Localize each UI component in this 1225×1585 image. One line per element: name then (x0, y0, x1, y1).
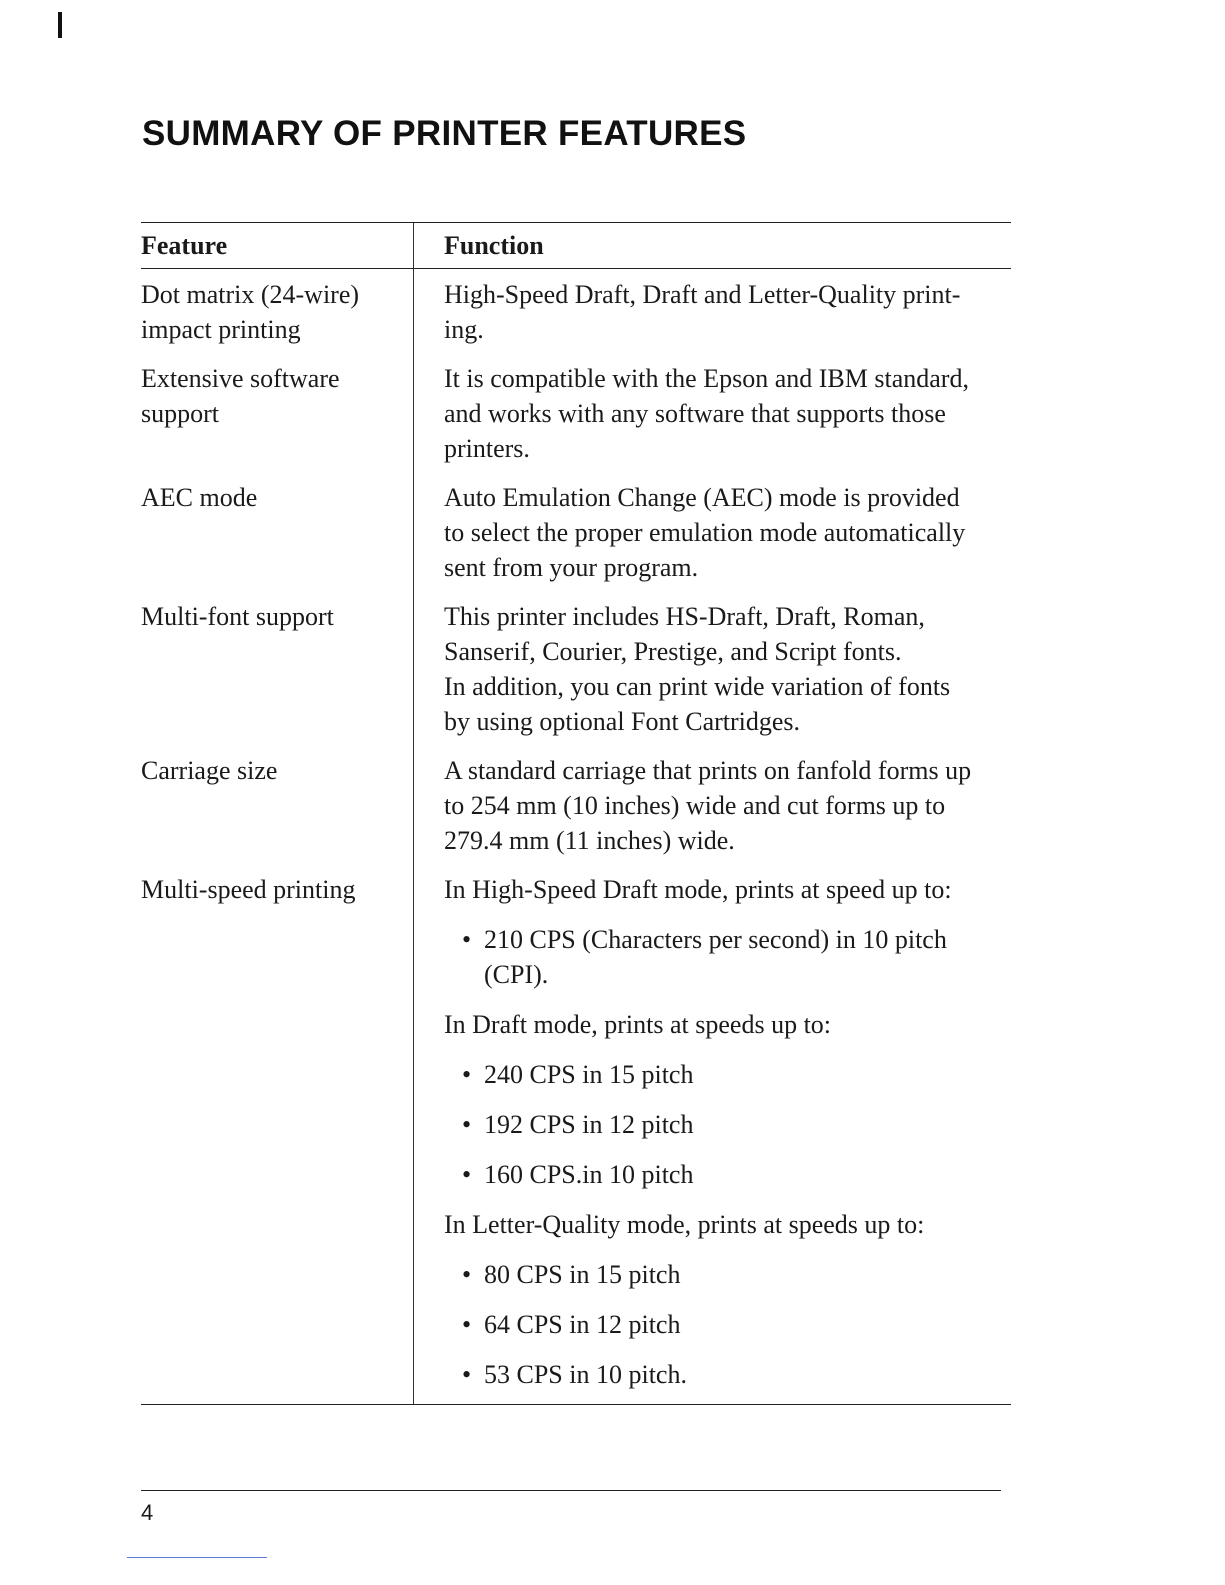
feature-column-header: Feature (141, 230, 228, 260)
function-cell-multi-speed (444, 872, 1011, 1392)
bullet-item (444, 1257, 1011, 1292)
function-column (413, 269, 1011, 1404)
bullet-text: (CPI). (484, 960, 549, 989)
feature-line: Extensive software (141, 364, 340, 393)
feature-column (141, 269, 413, 1404)
function-cell-aec (444, 480, 1011, 599)
feature-cell-aec (141, 480, 413, 599)
bullet-item (444, 1357, 1011, 1392)
margin-mark (58, 12, 62, 38)
table-body (141, 269, 1011, 1405)
function-line: sent from your program. (444, 553, 699, 582)
feature-line: Carriage size (141, 756, 278, 785)
function-cell-carriage (444, 753, 1011, 872)
bullet-item (444, 1057, 1011, 1092)
page-title: SUMMARY OF PRINTER FEATURES (142, 114, 747, 153)
function-column-header: Function (413, 223, 1011, 268)
function-line: ing. (444, 315, 484, 344)
function-cell-software (444, 361, 1011, 480)
feature-cell-dot-matrix (141, 277, 413, 361)
footer-rule (141, 1490, 1001, 1491)
feature-cell-carriage (141, 753, 413, 872)
feature-line: Multi-font support (141, 602, 334, 631)
function-cell-dot-matrix (444, 277, 1011, 361)
bullet-dot: • (462, 1260, 472, 1289)
draft-intro: In Draft mode, prints at speeds up to: (444, 1010, 832, 1039)
function-line: Auto Emulation Change (AEC) mode is provided (444, 483, 960, 512)
function-line: It is compatible with the Epson and IBM standard, (444, 364, 969, 393)
feature-cell-multi-font (141, 599, 413, 753)
bullet-text: 240 CPS in 15 pitch (484, 1060, 694, 1089)
page-number: 4 (141, 1500, 154, 1525)
function-line: Sanserif, Courier, Prestige, and Script fonts. (444, 637, 902, 666)
bullet-dot: • (462, 1060, 472, 1089)
bullet-item (444, 1157, 1011, 1192)
hs-draft-intro: In High-Speed Draft mode, prints at speed up to: (444, 875, 952, 904)
bullet-text: 53 CPS in 10 pitch. (484, 1360, 687, 1389)
bullet-text: 64 CPS in 12 pitch (484, 1310, 681, 1339)
function-line: 279.4 mm (11 inches) wide. (444, 826, 735, 855)
feature-line: impact printing (141, 315, 301, 344)
function-line: High-Speed Draft, Draft and Letter-Quality print- (444, 280, 961, 309)
function-line: and works with any software that supports those (444, 399, 946, 428)
table-header-row (141, 223, 1011, 269)
feature-line: support (141, 399, 219, 428)
function-line: to select the proper emulation mode automatically (444, 518, 966, 547)
bullet-text: 160 CPS.in 10 pitch (484, 1160, 694, 1189)
bullet-dot: • (462, 1360, 472, 1389)
feature-line: AEC mode (141, 483, 258, 512)
bullet-text: 210 CPS (Characters per second) in 10 pitch (484, 925, 947, 954)
bullet-dot: • (462, 925, 472, 954)
bullet-text: 192 CPS in 12 pitch (484, 1110, 694, 1139)
function-line: This printer includes HS-Draft, Draft, Roman, (444, 602, 925, 631)
lq-intro: In Letter-Quality mode, prints at speeds up to: (444, 1210, 925, 1239)
feature-line: Dot matrix (24-wire) (141, 280, 360, 309)
bullet-text: 80 CPS in 15 pitch (484, 1260, 681, 1289)
bullet-dot: • (462, 1160, 472, 1189)
scan-artifact-underline (127, 1557, 267, 1558)
bullet-item (444, 1307, 1011, 1342)
bullet-dot: • (462, 1110, 472, 1139)
function-line: A standard carriage that prints on fanfold forms up (444, 756, 972, 785)
function-line: by using optional Font Cartridges. (444, 707, 801, 736)
bullet-dot: • (462, 1310, 472, 1339)
bullet-item (444, 1107, 1011, 1142)
feature-cell-multi-speed: Multi-speed printing (141, 875, 356, 904)
function-line: printers. (444, 434, 530, 463)
function-line: to 254 mm (10 inches) wide and cut forms up to (444, 791, 946, 820)
function-line: In addition, you can print wide variation of fonts (444, 672, 951, 701)
bullet-item (444, 922, 1011, 992)
features-table (141, 222, 1011, 1405)
function-cell-multi-font (444, 599, 1011, 753)
feature-cell-software (141, 361, 413, 480)
